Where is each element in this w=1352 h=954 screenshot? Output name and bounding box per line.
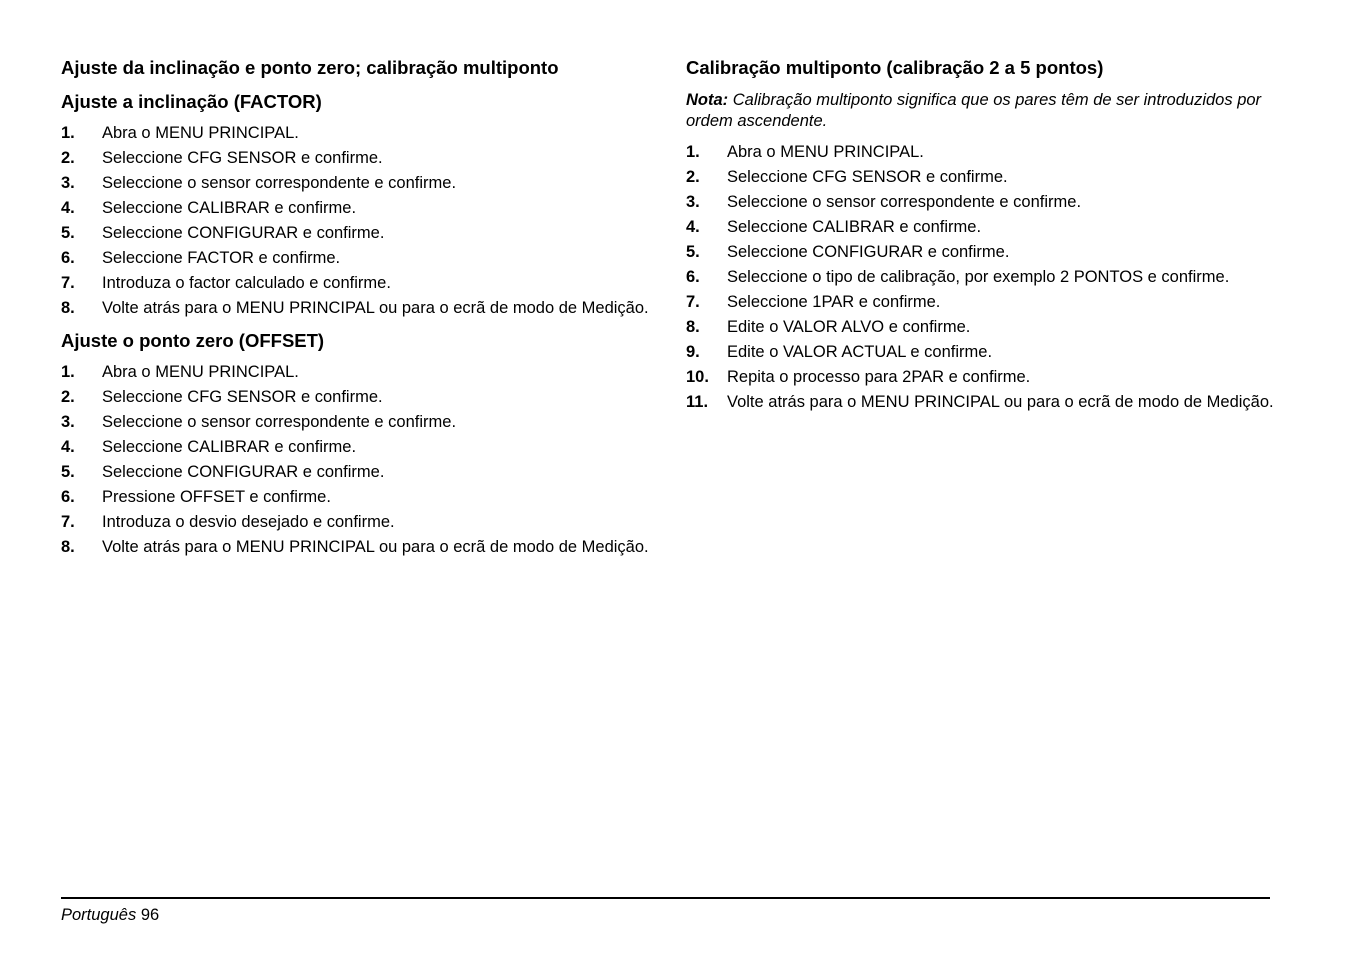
step-number: 6. xyxy=(61,487,75,506)
step-number: 6. xyxy=(686,268,700,286)
step-number: 1. xyxy=(686,143,700,161)
step-text: Volte atrás para o MENU PRINCIPAL ou para o ecrã de modo de Medição. xyxy=(727,393,1274,411)
offset-steps-list xyxy=(61,362,651,558)
multipoint-steps-list xyxy=(686,142,1286,413)
list-item xyxy=(61,148,651,169)
list-item xyxy=(61,387,651,408)
step-text: Seleccione CALIBRAR e confirme. xyxy=(727,218,982,236)
step-number: 7. xyxy=(61,274,75,292)
step-number: 8. xyxy=(61,299,75,317)
offset-heading: Ajuste o ponto zero (OFFSET) xyxy=(61,329,325,351)
step-number: 2. xyxy=(61,149,75,167)
multipoint-heading: Calibração multiponto (calibração 2 a 5 pontos) xyxy=(686,57,1104,78)
left-column xyxy=(61,56,651,562)
list-item xyxy=(61,223,651,244)
step-text: Seleccione o sensor correspondente e confirme. xyxy=(727,193,1082,211)
list-item xyxy=(61,412,651,433)
step-text: Seleccione o tipo de calibração, por exemplo 2 PONTOS e confirme. xyxy=(727,268,1230,286)
list-item xyxy=(61,123,651,144)
step-number: 10. xyxy=(686,368,709,386)
step-text: Seleccione CONFIGURAR e confirme. xyxy=(102,224,385,242)
note-label: Nota: xyxy=(686,91,729,109)
step-number: 5. xyxy=(61,462,75,481)
list-item xyxy=(61,437,651,458)
list-item xyxy=(686,192,1286,213)
list-item xyxy=(61,173,651,194)
list-item xyxy=(686,217,1286,238)
list-item xyxy=(61,273,651,294)
list-item xyxy=(61,248,651,269)
step-number: 5. xyxy=(686,243,700,261)
footer-divider xyxy=(61,897,1270,899)
step-number: 1. xyxy=(61,124,75,142)
step-number: 2. xyxy=(686,168,700,186)
list-item xyxy=(61,487,651,508)
footer-language: Português xyxy=(61,906,137,924)
step-number: 3. xyxy=(61,174,75,192)
step-text: Seleccione FACTOR e confirme. xyxy=(102,249,341,267)
step-number: 3. xyxy=(61,412,75,431)
factor-heading: Ajuste a inclinação (FACTOR) xyxy=(61,91,322,112)
list-item xyxy=(686,317,1286,338)
step-text: Seleccione CONFIGURAR e confirme. xyxy=(102,462,385,481)
step-text: Seleccione o sensor correspondente e confirme. xyxy=(102,412,457,431)
step-number: 5. xyxy=(61,224,75,242)
list-item xyxy=(686,142,1286,163)
factor-steps-list xyxy=(61,123,651,319)
list-item xyxy=(686,242,1286,263)
step-text: Introduza o factor calculado e confirme. xyxy=(102,274,391,292)
right-column xyxy=(686,56,1286,417)
step-number: 4. xyxy=(61,199,75,217)
step-text: Volte atrás para o MENU PRINCIPAL ou para o ecrã de modo de Medição. xyxy=(102,537,649,556)
list-item xyxy=(61,462,651,483)
step-text: Edite o VALOR ACTUAL e confirme. xyxy=(727,343,993,361)
step-number: 8. xyxy=(61,537,75,556)
step-text: Volte atrás para o MENU PRINCIPAL ou para o ecrã de modo de Medição. xyxy=(102,299,649,317)
list-item xyxy=(686,392,1286,413)
page-footer xyxy=(61,905,159,925)
step-text: Seleccione CFG SENSOR e confirme. xyxy=(727,168,1008,186)
note xyxy=(686,90,1286,132)
step-number: 6. xyxy=(61,249,75,267)
step-text: Pressione OFFSET e confirme. xyxy=(102,487,331,506)
step-number: 4. xyxy=(61,437,75,456)
step-number: 4. xyxy=(686,218,700,236)
step-text: Abra o MENU PRINCIPAL. xyxy=(102,362,299,381)
step-text: Abra o MENU PRINCIPAL. xyxy=(727,143,924,161)
step-text: Repita o processo para 2PAR e confirme. xyxy=(727,368,1031,386)
step-text: Seleccione CFG SENSOR e confirme. xyxy=(102,149,383,167)
step-text: Seleccione CONFIGURAR e confirme. xyxy=(727,243,1010,261)
step-text: Edite o VALOR ALVO e confirme. xyxy=(727,318,971,336)
note-text: Calibração multiponto significa que os pares têm de ser introduzidos por ordem ascendente. xyxy=(686,91,1262,130)
section-heading: Ajuste da inclinação e ponto zero; calibração multiponto xyxy=(61,57,559,78)
list-item xyxy=(61,298,651,319)
list-item xyxy=(61,537,651,558)
step-number: 7. xyxy=(686,293,700,311)
step-number: 2. xyxy=(61,387,75,406)
step-number: 11. xyxy=(686,393,709,411)
list-item xyxy=(61,198,651,219)
page-number: 96 xyxy=(140,906,160,924)
list-item xyxy=(686,267,1286,288)
step-text: Seleccione 1PAR e confirme. xyxy=(727,293,941,311)
step-text: Seleccione CALIBRAR e confirme. xyxy=(102,437,357,456)
step-text: Seleccione CALIBRAR e confirme. xyxy=(102,199,357,217)
step-text: Abra o MENU PRINCIPAL. xyxy=(102,124,299,142)
step-number: 7. xyxy=(61,512,75,531)
list-item xyxy=(686,342,1286,363)
step-number: 1. xyxy=(61,362,75,381)
step-text: Introduza o desvio desejado e confirme. xyxy=(102,512,395,531)
step-number: 9. xyxy=(686,343,700,361)
list-item xyxy=(686,292,1286,313)
step-number: 8. xyxy=(686,318,700,336)
list-item xyxy=(686,167,1286,188)
list-item xyxy=(61,512,651,533)
list-item xyxy=(686,367,1286,388)
step-text: Seleccione CFG SENSOR e confirme. xyxy=(102,387,383,406)
list-item xyxy=(61,362,651,383)
step-text: Seleccione o sensor correspondente e confirme. xyxy=(102,174,457,192)
step-number: 3. xyxy=(686,193,700,211)
